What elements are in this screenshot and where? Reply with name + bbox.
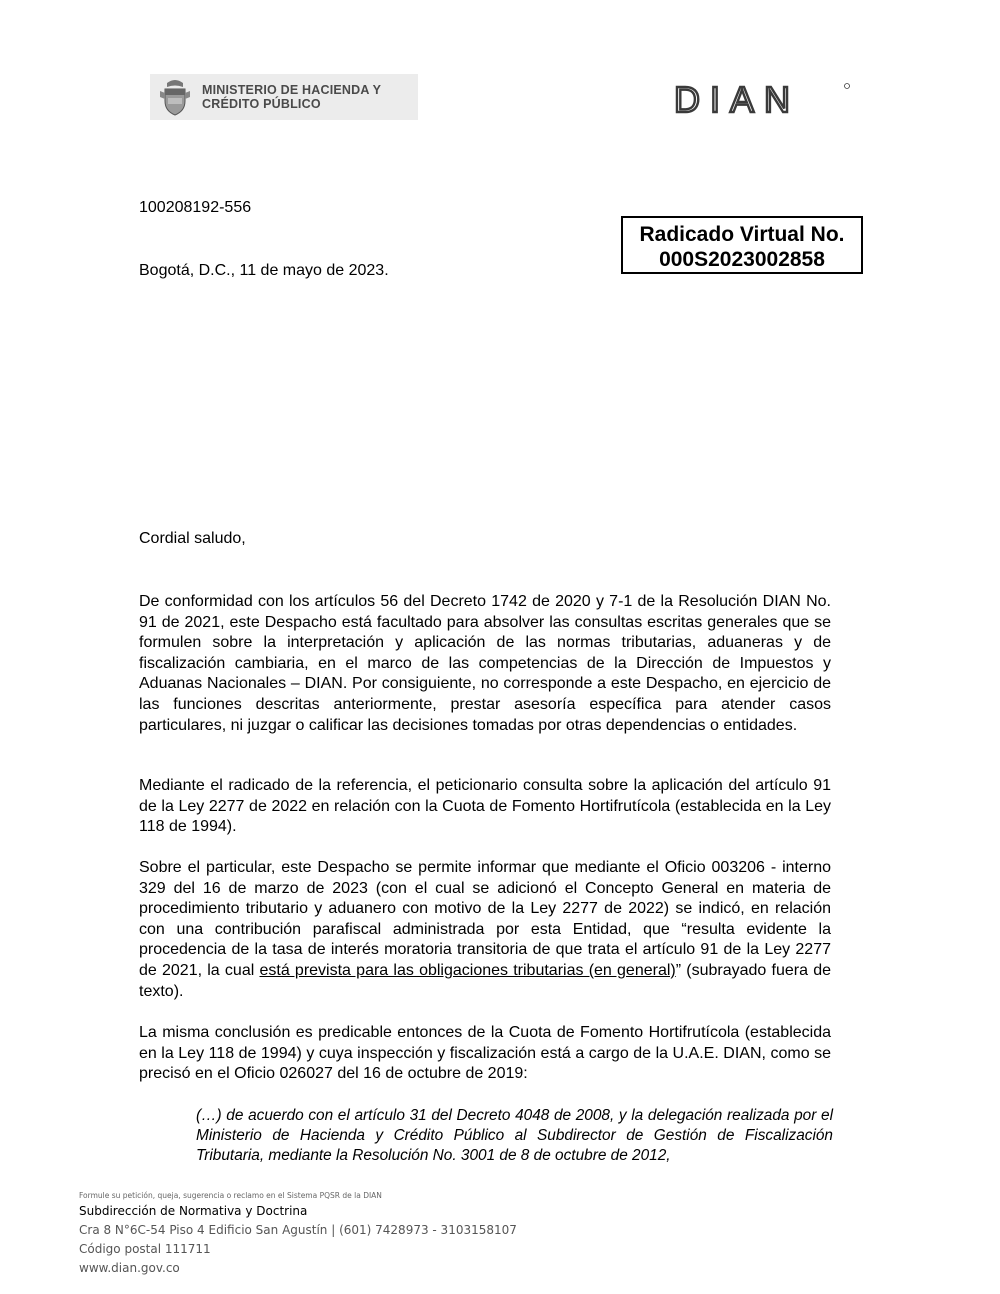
footer bbox=[79, 1190, 517, 1278]
registered-mark-icon bbox=[845, 84, 850, 89]
footer-website-link[interactable]: www.dian.gov.co bbox=[79, 1261, 180, 1275]
reference-number: 100208192-556 bbox=[139, 199, 252, 216]
coat-of-arms-icon bbox=[158, 77, 192, 117]
footer-address: Cra 8 N°6C-54 Piso 4 Edificio San Agustín | (601) 7428973 - 3103158107 bbox=[79, 1223, 517, 1237]
response-text: Sobre el particular, este Despacho se permite informar que mediante el Oficio 003206 - interno 329 del 16 de marzo de 2023 (con el cual se adicionó el Concepto General en materia de procedimiento tributario y aduanero con motivo de la Ley 2277 de 2022) se indicó, en relación con una contribución parafiscal administrada por esta Entidad, que “resulta evidente la procedencia de la tasa de interés moratoria transitoria de que trata el artículo 91 de la Ley 2277 de 2021, la cual bbox=[139, 859, 831, 979]
paragraph-response bbox=[139, 858, 831, 1002]
ministry-name bbox=[202, 83, 381, 111]
ministry-logo bbox=[150, 74, 418, 120]
radicado-number: 000S2023002858 bbox=[659, 248, 825, 271]
ministry-name-line1: MINISTERIO DE HACIENDA Y bbox=[202, 83, 382, 97]
paragraph-competence: De conformidad con los artículos 56 del Decreto 1742 de 2020 y 7-1 de la Resolución DIAN No. 91 de 2021, este Despacho está facultado para absolver las consultas escritas generales que se formulen sobre la interpretación y aplicación de las normas tributarias, aduaneras y de fiscalización cambiaria, en el marco de las competencias de la Dirección de Impuestos y Aduanas Nacionales – DIAN. Por consiguiente, no corresponde a este Despacho, en ejercicio de las funciones descritas anteriormente, prestar asesoría específica para atender casos particulares, ni juzgar o calificar las decisiones tomadas por otras dependencias o entidades. bbox=[139, 593, 831, 734]
dian-logo-text: DIAN bbox=[674, 82, 801, 116]
footer-pqsr-notice: Formule su petición, queja, sugerencia o reclamo en el Sistema PQSR de la DIAN bbox=[79, 1191, 382, 1200]
ministry-name-line2: CRÉDITO PÚBLICO bbox=[202, 97, 321, 111]
response-text-end: ” (subrayado fuera de texto). bbox=[139, 961, 832, 1000]
place-date: Bogotá, D.C., 11 de mayo de 2023. bbox=[139, 262, 389, 279]
footer-postal-code: Código postal 111711 bbox=[79, 1242, 211, 1256]
paragraph-query: Mediante el radicado de la referencia, el peticionario consulta sobre la aplicación del artículo 91 de la Ley 2277 de 2022 en relación con la Cuota de Fomento Hortifrutícola (establecida en la Ley 118 de 1994). bbox=[139, 777, 831, 836]
paragraph-conclusion: La misma conclusión es predicable entonces de la Cuota de Fomento Hortifrutícola (establecida en la Ley 118 de 1994) y cuya inspección y fiscalización está a cargo de la U.A.E. DIAN, como se precisó en el Oficio 026027 del 16 de octubre de 2019: bbox=[139, 1024, 831, 1083]
radicado-stamp bbox=[621, 216, 863, 274]
footer-department: Subdirección de Normativa y Doctrina bbox=[79, 1204, 308, 1218]
greeting: Cordial saludo, bbox=[139, 530, 246, 547]
dian-logo bbox=[674, 82, 852, 116]
radicado-label: Radicado Virtual No. bbox=[639, 223, 845, 246]
quoted-excerpt: (…) de acuerdo con el artículo 31 del Decreto 4048 de 2008, y la delegación realizada por el Ministerio de Hacienda y Crédito Público al Subdirector de Gestión de Fiscalización Tributaria, mediante la Resolución No. 3001 de 8 de octubre de 2012, bbox=[196, 1107, 833, 1164]
underlined-quote: está prevista para las obligaciones tributarias (en general) bbox=[259, 961, 676, 979]
